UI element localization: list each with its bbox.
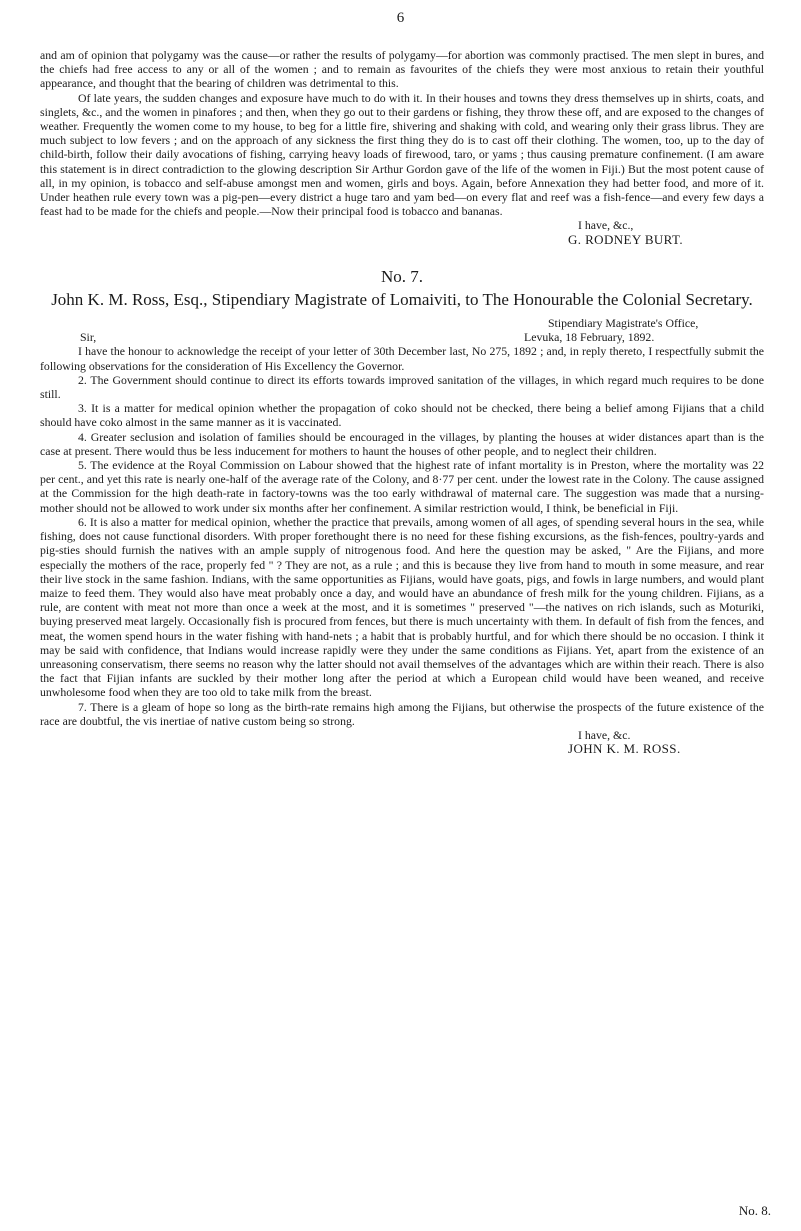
letter1-paragraph-2: Of late years, the sudden changes and exposure have much to do with it. In their houses and towns they dress themselves up in shirts, coats, and singlets, &c., and the women in pinafores ; and then, when they go out to their gardens or fishing, they throw these off, and are exposed to the changes of weather. Frequently the women come to my house, to beg for a little fire, shivering and shaking with cold, and wearing only their grass librus. They are much subject to low fevers ; and on the approach of any sickness the first thing they do is to cast off their clothing. The women, too, up to the day of child-birth, follow their daily avocations of fishing, carrying heavy loads of firewood, taro, or yams ; thus causing premature confinement. (I am aware this statement is in direct contradiction to the glowing description Sir Arthur Gordon gave of the life of the women in Fiji.) But the most potent cause of all, in my opinion, is tobacco and self-abuse amongst men and women, girls and boys. Again, before Annexation they had better food, and more of it. Under heathen rule every town was a pig-pen—every district a huge taro and yam bed—on every flat and reef was a fish-fence—and every few days a feast had to be made for the chiefs and people.—Now their principal food is tobacco and bananas. xyxy=(40,90,764,219)
next-document-catchword: No. 8. xyxy=(738,1203,771,1218)
letter2-address-office: Stipendiary Magistrate's Office, xyxy=(548,316,699,331)
letter2-number: No. 7. xyxy=(380,266,424,286)
letter2-paragraph-4: 4. Greater seclusion and isolation of families should be encouraged in the villages, by planting the houses at wider distances apart than is the case at present. There would thus be less inducement for mothers to haunt the houses of other people, and to neglect their children. xyxy=(40,429,764,458)
letter2-paragraph-7: 7. There is a gleam of hope so long as the birth-rate remains high among the Fijians, but otherwise the prospects of the future existence of the race are doubtful, the vis inertiae of native custom being so strong. xyxy=(40,699,764,728)
letter2-paragraph-6: 6. It is also a matter for medical opinion, whether the practice that prevails, among women of all ages, of spending several hours in the sea, while fishing, does not cause functional disorders. With proper forethought there is no need for these fishing excursions, as the fish-fences, poultry-yards and pig-sties should furnish the natives with an ample supply of nitrogenous food. And here the question may be asked, " Are the Fijians, and more especially the mothers of the race, properly fed " ? They are not, as a rule ; and this is because they live from hand to mouth in some measure, and rear their live stock in the same fashion. Indians, with the same opportunities as Fijians, would have goats, pigs, and fowls in large numbers, and would plant maize to feed them. They would also have meat probably once a day, and would have an abundance of fresh milk for the young children. Fijians, as a rule, are content with meat not more than once a week at the most, and it is sometimes " preserved "—the natives on rich islands, such as Moturiki, buying preserved meat largely. Occasionally fish is procured from fences, but there is much uncertainty with them. In default of fish from the fences, and meat, the women spend hours in the water fishing with hand-nets ; a habit that is probably hurtful, and for which there should be no occasion. I think it may be said with confidence, that Indians would increase rapidly were they under the same conditions as Fijians. Yet, apart from the existence of an unreasoning conservatism, there seems no reason why the latter should not avail themselves of the advantages which are within their reach. There is also the fact that Fijian infants are suckled by their mother long after the period at which a European child would have been weaned, and receive unwholesome food when they are too old to take milk from the breast. xyxy=(40,514,764,700)
page-number: 6 xyxy=(396,10,405,26)
letter2-title: John K. M. Ross, Esq., Stipendiary Magistrate of Lomaiviti, to The Honourable the Colonial Secretary. xyxy=(51,290,753,310)
letter2-paragraph-2: 2. The Government should continue to direct its efforts towards improved sanitation of the villages, in which regard much requires to be done still. xyxy=(40,372,764,402)
letter2-paragraph-3: 3. It is a matter for medical opinion whether the propagation of coko should not be checked, there being a belief among Fijians that a child should have coko almost in the same manner as it is vaccinated. xyxy=(40,401,764,430)
letter2-paragraph-1: I have the honour to acknowledge the receipt of your letter of 30th December last, No 275, 1892 ; and, in reply thereto, I respectfully submit the following observations for the consideration of His Excellency the Governor. xyxy=(40,344,764,373)
letter2-address-date: Levuka, 18 February, 1892. xyxy=(524,330,655,345)
letter2-salutation: Sir, xyxy=(80,330,97,345)
letter2-closing: I have, &c. xyxy=(578,727,631,742)
letter2-paragraph-5: 5. The evidence at the Royal Commission on Labour showed that the highest rate of infant mortality is in Preston, where the mortality was 22 per cent., and yet this rate is nearly one-half of the average rate of the Colony, and 8·77 per cent. under the lowest rate in the Colony. The cause assigned at the Commission for the high death-rate in factory-towns was the too early withdrawal of maternal care. The suggestion was made that a nursing-mother should not be allowed to work under six months after her confinement. A similar restriction would, I think, be beneficial in Fiji. xyxy=(40,458,764,515)
letter1-signature: G. RODNEY BURT. xyxy=(568,231,683,247)
letter2-address-row xyxy=(40,330,764,344)
letter1-closing: I have, &c., xyxy=(578,218,634,233)
letter1-paragraph-1: and am of opinion that polygamy was the cause—or rather the results of polygamy—for abortion was commonly practised. The men slept in bures, and the chiefs had free access to any or all of the women ; and to remain as favourites of the chiefs they were most anxious to retain their youthful appearance, and thought that the bearing of children was detrimental to this. xyxy=(40,48,764,91)
letter2-signature: JOHN K. M. ROSS. xyxy=(568,741,681,757)
page-body xyxy=(40,48,764,756)
